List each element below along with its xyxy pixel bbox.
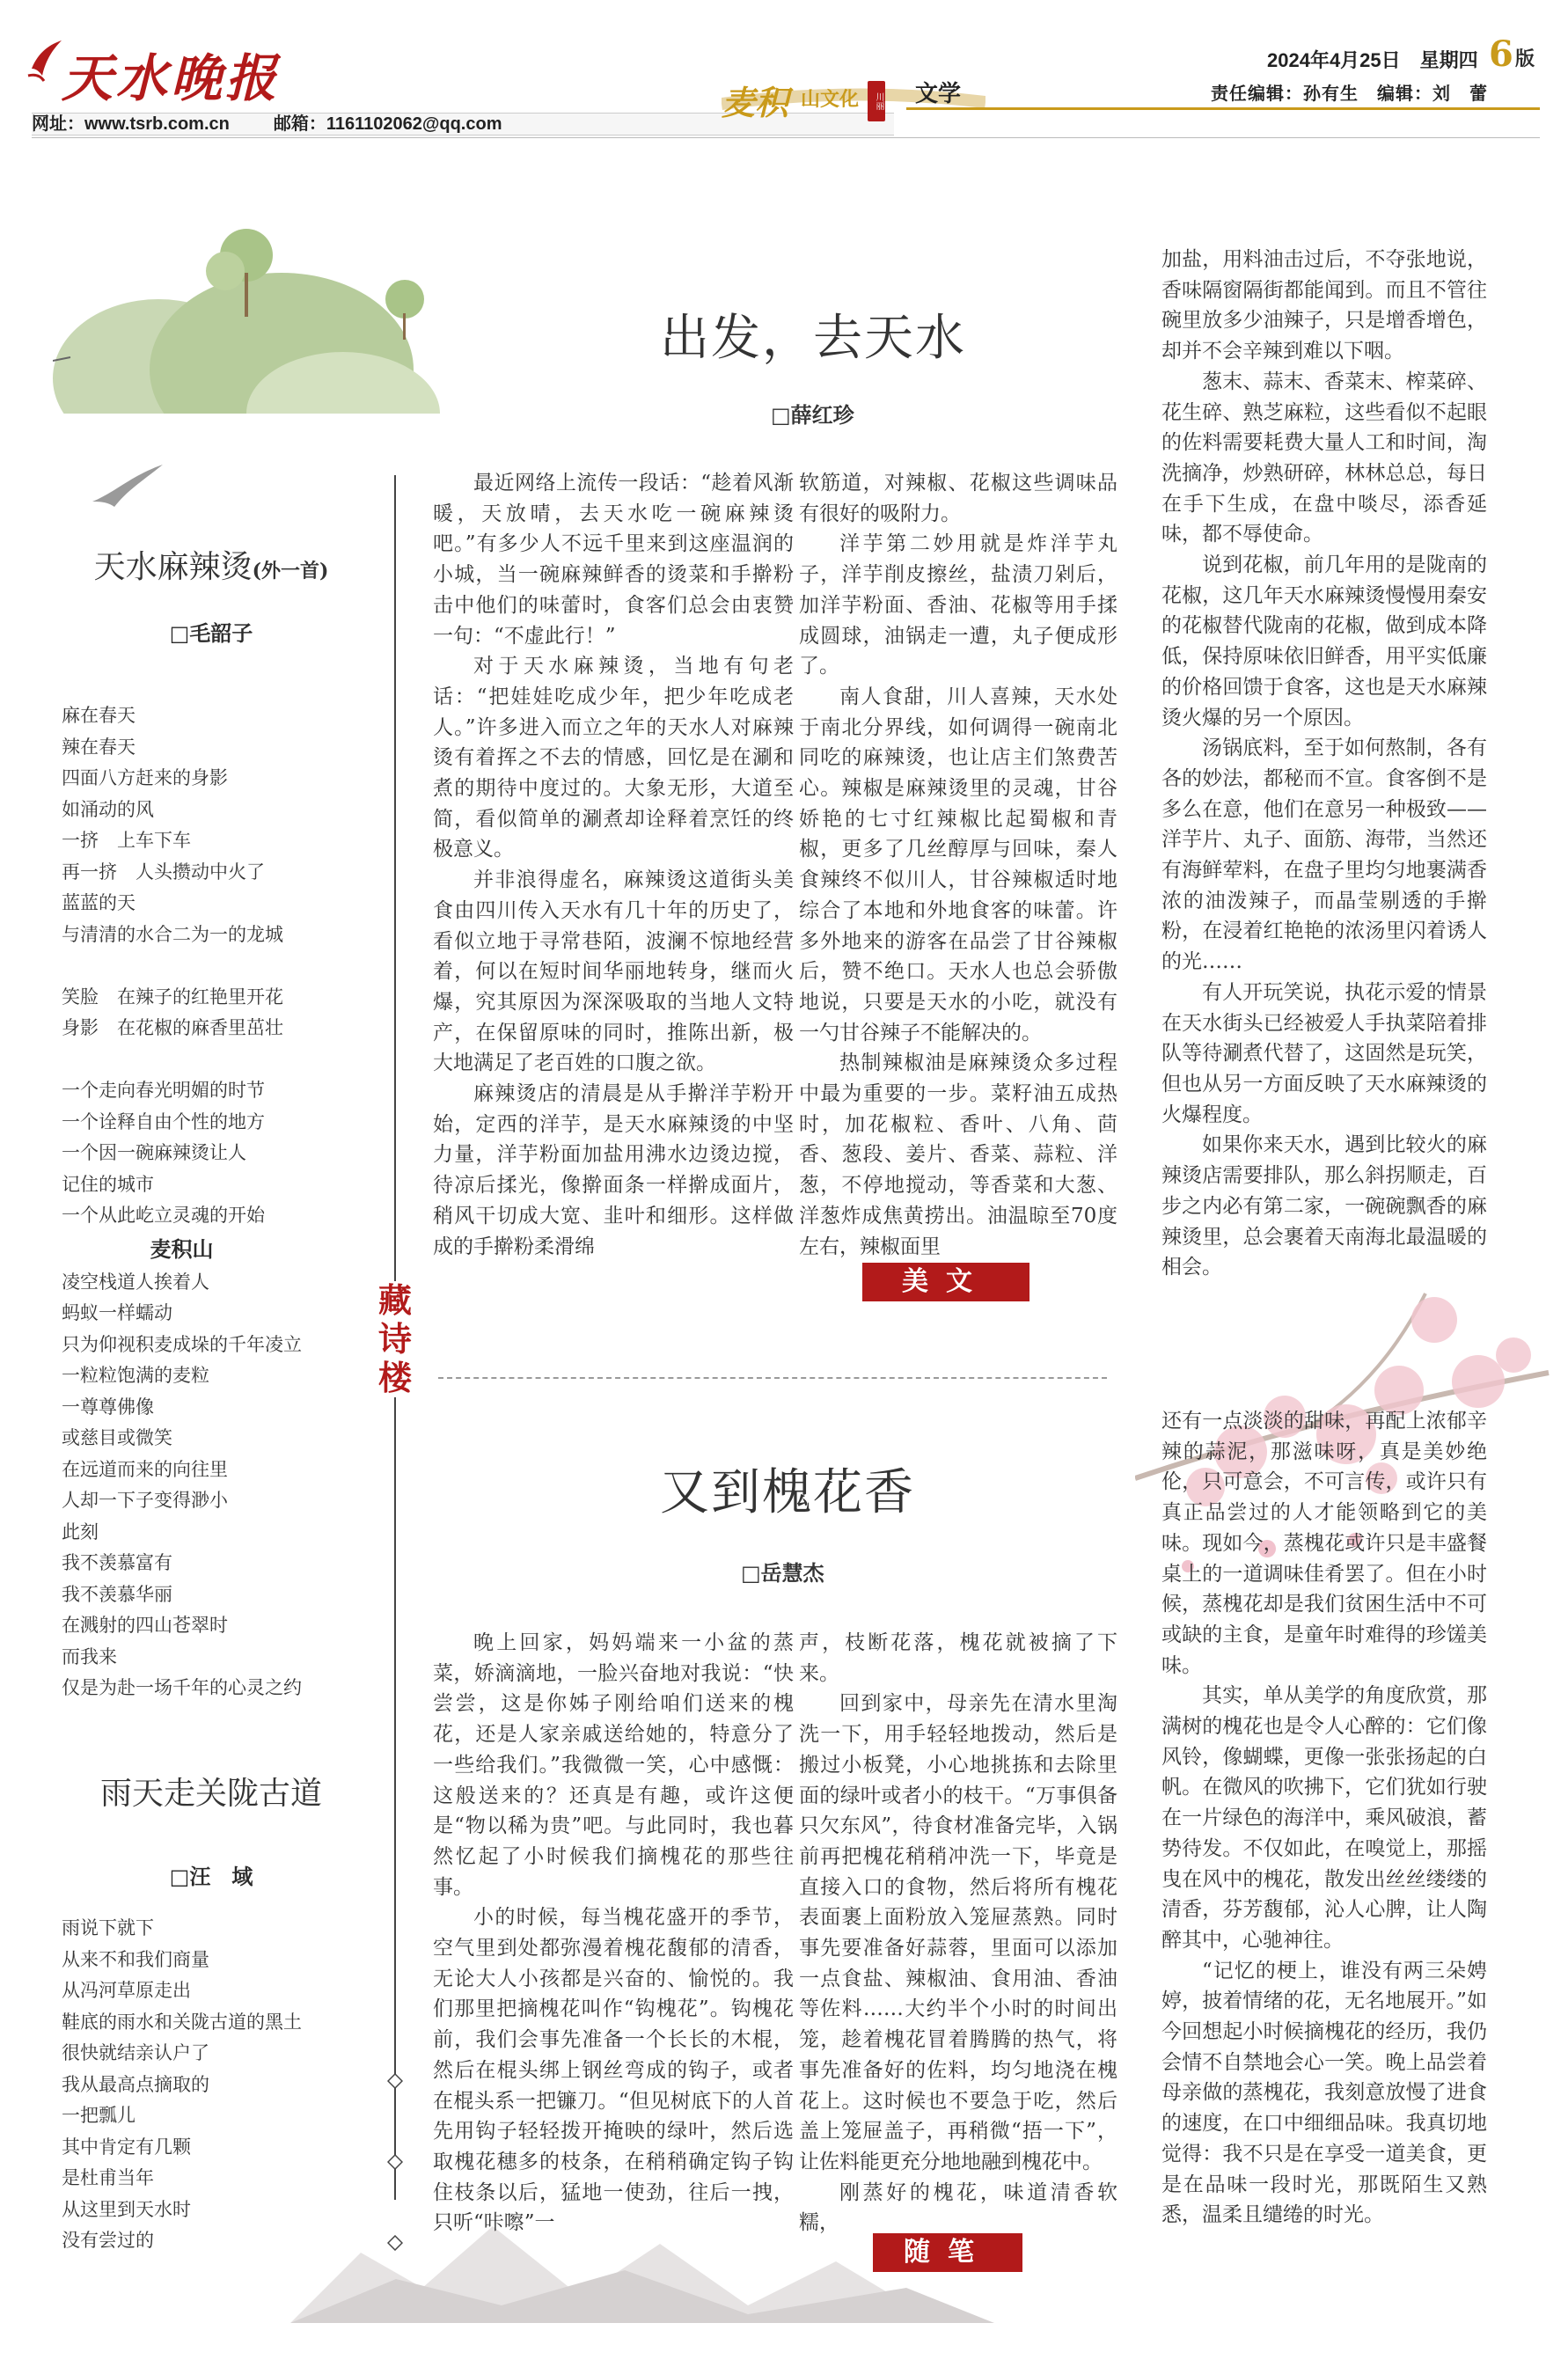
column-label-char: 诗 xyxy=(377,1319,412,1359)
poem-line: 很快就结亲认户了 xyxy=(62,2042,209,2063)
url-line xyxy=(32,113,502,136)
paragraph: 晚上回家，妈妈端来一小盆的蒸菜，娇滴滴地，一脸兴奋地对我说：“快尝尝，这是你姊子刚给咱们送来的槐花，还是人家亲戚送给她的，特意分了一些给我们。”我微微一笑，心中感慨：这般送来的？还真是有趣，或许这便是“物以稀为贵”吧。与此同时，我也暮然忆起了小时候我们摘槐花的那些往事。 xyxy=(433,1631,794,1899)
poem-line: 鞋底的雨水和关陇古道的黑土 xyxy=(62,2011,302,2033)
genre-tag: 随笔 xyxy=(873,2233,1022,2272)
poem-line: 与清清的水合二为一的龙城 xyxy=(62,923,283,945)
paragraph: 还有一点淡淡的甜味，再配上浓郁辛辣的蒜泥，那滋味呀，真是美妙绝伦，只可意会，不可言传，或许只有真正品尝过的人才能领略到它的美味。现如今，蒸槐花或许只是丰盛餐桌上的一道调味佳肴罢了。但在小时候，蒸槐花却是我们贫困生活中不可或缺的主食，是童年时难得的珍馐美味。 xyxy=(1161,1410,1487,1677)
section-subtitle: 山文化 xyxy=(801,88,860,111)
poem-line: 四面八方赶来的身影 xyxy=(62,767,228,788)
poem-line: 从冯河草原走出 xyxy=(62,1980,191,2001)
column-label-char: 楼 xyxy=(377,1358,412,1397)
poem-1 xyxy=(53,542,370,1698)
poem-line: 在远道而来的向往里 xyxy=(62,1458,228,1480)
poem-line: 其中肯定有几颗 xyxy=(62,2136,191,2158)
poem-line: 我从最高点摘取的 xyxy=(62,2073,209,2095)
poem-line: 一尊尊佛像 xyxy=(62,1396,154,1418)
poem-line: 蚂蚁一样蠕动 xyxy=(62,1302,172,1323)
column-label-cangshilou xyxy=(373,1281,417,1397)
poem-line: 一把瓢儿 xyxy=(62,2105,136,2126)
poem-subtitle: 麦积山 xyxy=(150,1235,214,1262)
paragraph: 声，枝断花落，槐花就被摘了下来。 xyxy=(799,1631,1117,1685)
poem-line: 一个走向春光明媚的时节 xyxy=(62,1080,265,1101)
article-author: □岳慧杰 xyxy=(741,1560,824,1586)
section-seal: 川丽 xyxy=(868,81,885,121)
article-title: 出发，去天水 xyxy=(660,310,966,367)
paragraph: 洋芋第二妙用就是炸洋芋丸子，洋芋削皮擦丝，盐渍刀剁后，加洋芋粉面、香油、花椒等用手揉成圆球，油锅走一遭，丸子便成形了。 xyxy=(799,532,1117,678)
paragraph: 对于天水麻辣烫，当地有句老话：“把娃娃吃成少年，把少年吃成老人。”许多进入而立之年的天水人对麻辣烫有着挥之不去的情感，回忆是在涮和煮的期待中度过的。大象无形，大道至简，看似简单的涮煮却诠释着烹饪的终极意义。 xyxy=(433,655,794,861)
article-title: 又到槐花香 xyxy=(660,1464,915,1521)
poem-title-text: 天水麻辣烫 xyxy=(93,549,253,585)
poem-2 xyxy=(53,1769,370,2251)
poem-title-suffix: (外一首) xyxy=(252,560,329,583)
diamond-ornament-icon xyxy=(387,2154,403,2170)
poem-line: 一个从此屹立灵魂的开始 xyxy=(62,1205,265,1226)
paragraph: 小的时候，每当槐花盛开的季节，空气里到处都弥漫着槐花馥郁的清香，无论大人小孩都是兴奋的、愉悦的。我们那里把摘槐花叫作“钩槐花”。钩槐花前，我们会事先准备一个长长的木棍，然后在棍头绑上钢丝弯成的钩子，或者在棍头系一把镰刀。“但见树底下的人首先用钩子轻轻拨开掩映的绿叶，然后选取槐花穗多的枝条，在稍稍确定钩子钩住枝条以后，猛地一使劲，往后一拽，只听“咔嚓”一 xyxy=(433,1906,794,2235)
poem-line: 雨说下就下 xyxy=(62,1917,154,1938)
email-link[interactable]: 邮箱：1161102062@qq.com xyxy=(273,114,502,134)
poem-line: 笑脸 在辣子的红艳里开花 xyxy=(62,986,283,1008)
poem-line: 如涌动的风 xyxy=(62,798,154,820)
poem-line: 此刻 xyxy=(62,1521,99,1543)
newspaper-logo: 天水晚报 xyxy=(62,48,281,108)
diamond-ornament-icon xyxy=(387,2235,403,2251)
hills-illustration-icon xyxy=(53,202,458,449)
poem-line: 一挤 上车下车 xyxy=(62,830,191,851)
paragraph: 最近网络上流传一段话：“趁着风渐暖，天放晴，去天水吃一碗麻辣烫吧。”有多少人不远千里来到这座温润的小城，当一碗麻辣鲜香的烫菜和手擀粉击中他们的味蕾时，食客们总会由衷赞一句：“不虚此行！” xyxy=(433,472,794,648)
paragraph: 麻辣烫店的清晨是从手擀洋芋粉开始，定西的洋芋，是天水麻辣烫的中坚力量，洋芋粉面加盐用沸水边烫边搅，待凉后揉光，像擀面条一样擀成面片，稍风干切成大宽、韭叶和细形。这样做成的手擀粉柔滑绵 xyxy=(433,1082,794,1258)
paragraph: 软筋道，对辣椒、花椒这些调味品有很好的吸附力。 xyxy=(799,472,1117,525)
paragraph: 南人食甜，川人喜辣，天水处于南北分界线，如何调得一碗南北同吃的麻辣烫，也让店主们煞费苦心。辣椒是麻辣烫里的灵魂，甘谷娇艳的七寸红辣椒比起蜀椒和青椒，更多了几丝醇厚与回味，秦人食辣终不似川人，甘谷辣椒适时地综合了本地和外地食客的味蕾。许多外地来的游客在品尝了甘谷辣椒后，赞不绝口。天水人也总会骄傲地说，只要是天水的小吃，就没有一勺甘谷辣子不能解决的。 xyxy=(799,685,1117,1044)
header-divider xyxy=(906,107,1540,110)
paragraph: 并非浪得虚名，麻辣烫这道街头美食由四川传入天水有几十年的历史了，看似立地于寻常巷陌，波澜不惊地经营着，何以在短时间华丽地转身，继而火爆，究其原因为深深吸取的当地人文特产，在保留原味的同时，推陈出新，极大地满足了老百姓的口腹之欲。 xyxy=(433,868,794,1075)
bird-icon xyxy=(88,458,167,510)
poem-author: □毛韶子 xyxy=(169,620,253,646)
article-column xyxy=(433,1628,794,2239)
poem-line: 没有尝过的 xyxy=(62,2230,154,2251)
masthead xyxy=(0,0,1568,132)
poem-line: 只为仰视积麦成垛的千年凌立 xyxy=(62,1333,302,1355)
poem-line: 在溅射的四山苍翠时 xyxy=(62,1615,228,1636)
page-unit: 版 xyxy=(1515,48,1535,70)
poem-title: 雨天走关陇古道 xyxy=(99,1776,322,1812)
poem-lines xyxy=(62,1913,302,2257)
diamond-ornament-icon xyxy=(387,2073,403,2089)
column-label-char: 藏 xyxy=(377,1280,412,1320)
paragraph: 刚蒸好的槐花，味道清香软糯， xyxy=(799,2180,1117,2235)
header-underline xyxy=(32,137,1540,138)
poem-line: 一个诠释自由个性的地方 xyxy=(62,1110,265,1132)
issue-date: 2024年4月25日 星期四 xyxy=(1267,49,1478,71)
poem-line: 从来不和我们商量 xyxy=(62,1948,209,1970)
website-link[interactable]: 网址：www.tsrb.com.cn xyxy=(32,114,230,134)
poem-line: 我不羡慕华丽 xyxy=(62,1583,172,1605)
logo-swoosh-icon xyxy=(26,35,65,84)
poem-line: 蓝蓝的天 xyxy=(62,892,136,913)
poem-stanza-break xyxy=(62,1044,302,1076)
paragraph: 其实，单从美学的角度欣赏，那满树的槐花也是令人心醉的：它们像风铃，像蝴蝶，更像一张张扬起的白帆。在微风的吹拂下，它们犹如行驶在一片绿色的海洋中，乘风破浪，蓄势待发。不仅如此，在嗅觉上，那摇曳在风中的槐花，散发出丝丝缕缕的清香，芬芳馥郁，沁人心脾，让人陶醉其中，心驰神往。 xyxy=(1161,1684,1487,1952)
poem-line: 一粒粒饱满的麦粒 xyxy=(62,1365,209,1386)
article-column xyxy=(1161,245,1487,1283)
paragraph: 汤锅底料，至于如何熬制，各有各的妙法，都秘而不宣。食客倒不是多么在意，他们在意另一种极致——洋芋片、丸子、面筋、海带，当然还有海鲜荤料，在盘子里均匀地裹满香浓的油泼辣子，而晶莹剔透的手擀粉，在浸着红艳艳的浓汤里闪着诱人的光…… xyxy=(1161,736,1487,974)
article-column xyxy=(799,1628,1117,2239)
paragraph: 说到花椒，前几年用的是陇南的花椒，这几年天水麻辣烫慢慢用秦安的花椒替代陇南的花椒，做到成本降低，保持原味依旧鲜香，用平实低廉的价格回馈于食客，这也是天水麻辣烫火爆的另一个原因。 xyxy=(1161,553,1487,729)
paragraph: 加盐，用料油击过后，不夺张地说，香味隔窗隔街都能闻到。而且不管往碗里放多少油辣子，只是增香增色，却并不会辛辣到难以下咽。 xyxy=(1161,248,1487,363)
paragraph: 热制辣椒油是麻辣烫众多过程中最为重要的一步。菜籽油五成热时，加花椒粒、香叶、八角、茴香、葱段、姜片、香菜、蒜粒、洋葱，不停地搅动，等香菜和大葱、洋葱炸成焦黄捞出。油温晾至70度左右，辣椒面里 xyxy=(799,1052,1117,1258)
paragraph: 如果你来天水，遇到比较火的麻辣烫店需要排队，那么斜拐顺走，百步之内必有第二家，一碗碗飘香的麻辣烫里，总会裹着天南海北最温暖的相会。 xyxy=(1161,1133,1487,1279)
article-separator xyxy=(438,1377,1107,1379)
article-column xyxy=(433,468,794,1262)
poem-line: 仅是为赴一场千年的心灵之约 xyxy=(62,1677,302,1698)
poem-line: 人却一下子变得渺小 xyxy=(62,1490,228,1511)
paragraph: 葱末、蒜末、香菜末、榨菜碎、花生碎、熟芝麻粒，这些看似不起眼的佐料需要耗费大量人工和时间，淘洗摘净，炒熟研碎，林林总总，每日在手下生成，在盘中啖尽，添香延味，都不辱使命。 xyxy=(1161,370,1487,546)
page-section-name: 文学 xyxy=(915,81,962,107)
poem-line: 再一挤 人头攒动中火了 xyxy=(62,861,265,883)
poem-line: 而我来 xyxy=(62,1645,117,1667)
poem-line: 是杜甫当年 xyxy=(62,2167,154,2188)
poem-line: 一个因一碗麻辣烫让人 xyxy=(62,1142,246,1163)
poem-line: 我不羡慕富有 xyxy=(62,1552,172,1573)
editors-credit: 责任编辑：孙有生 编辑：刘 蕾 xyxy=(1211,83,1488,104)
poem-line: 辣在春天 xyxy=(62,736,136,758)
poem-line: 麻在春天 xyxy=(62,705,136,726)
poem-line: 或慈目或微笑 xyxy=(62,1427,172,1448)
genre-tag: 美文 xyxy=(862,1263,1029,1301)
section-title: 麦积 xyxy=(722,83,789,122)
poem-line: 从这里到天水时 xyxy=(62,2198,191,2220)
paragraph: 有人开玩笑说，执花示爱的情景在天水街头已经被爱人手执菜陪着排队等待涮煮代替了，这固然是玩笑，但也从另一方面反映了天水麻辣烫的火爆程度。 xyxy=(1161,980,1487,1126)
poem-lines xyxy=(62,700,302,1704)
poem-author: □汪 域 xyxy=(169,1864,253,1889)
poem-title xyxy=(53,542,370,585)
poem-stanza-break xyxy=(62,950,302,982)
poem-line: 凌空栈道人挨着人 xyxy=(62,1271,209,1293)
article-column xyxy=(799,468,1117,1262)
page-number: 6 xyxy=(1489,33,1513,75)
poem-line: 身影 在花椒的麻香里茁壮 xyxy=(62,1017,283,1038)
poem-line: 记住的城市 xyxy=(62,1173,154,1195)
article-column xyxy=(1161,1406,1487,2231)
article-author: □薛红珍 xyxy=(771,402,854,428)
paragraph: “记忆的梗上，谁没有两三朵娉婷，披着情绪的花，无名地展开。”如今回想起小时候摘槐花的经历，我仍会情不自禁地会心一笑。晚上品尝着母亲做的蒸槐花，我刻意放慢了进食的速度，在口中细细品味。我真切地觉得：我不只是在享受一道美食，更是在品味一段时光，那既陌生又熟悉，温柔且缱绻的时光。 xyxy=(1161,1959,1487,2227)
paragraph: 回到家中，母亲先在清水里淘洗一下，用手轻轻地拨动，然后是搬过小板凳，小心地挑拣和去除里面的绿叶或者小的枝干。“万事俱备只欠东风”，待食材准备完毕，入锅前再把槐花稍稍冲洗一下，毕竟是直接入口的食物，然后将所有槐花表面裹上面粉放入笼屉蒸熟。同时事先要准备好蒜蓉，里面可以添加一点食盐、辣椒油、食用油、香油等佐料……大约半个小时的时间出笼，趁着槐花冒着腾腾的热气，将事先准备好的佐料，均匀地浇在槐花上。这时候也不要急于吃，然后盖上笼屉盖子，再稍微“捂一下”，让佐料能更充分地地融到槐花中。 xyxy=(799,1692,1117,2173)
